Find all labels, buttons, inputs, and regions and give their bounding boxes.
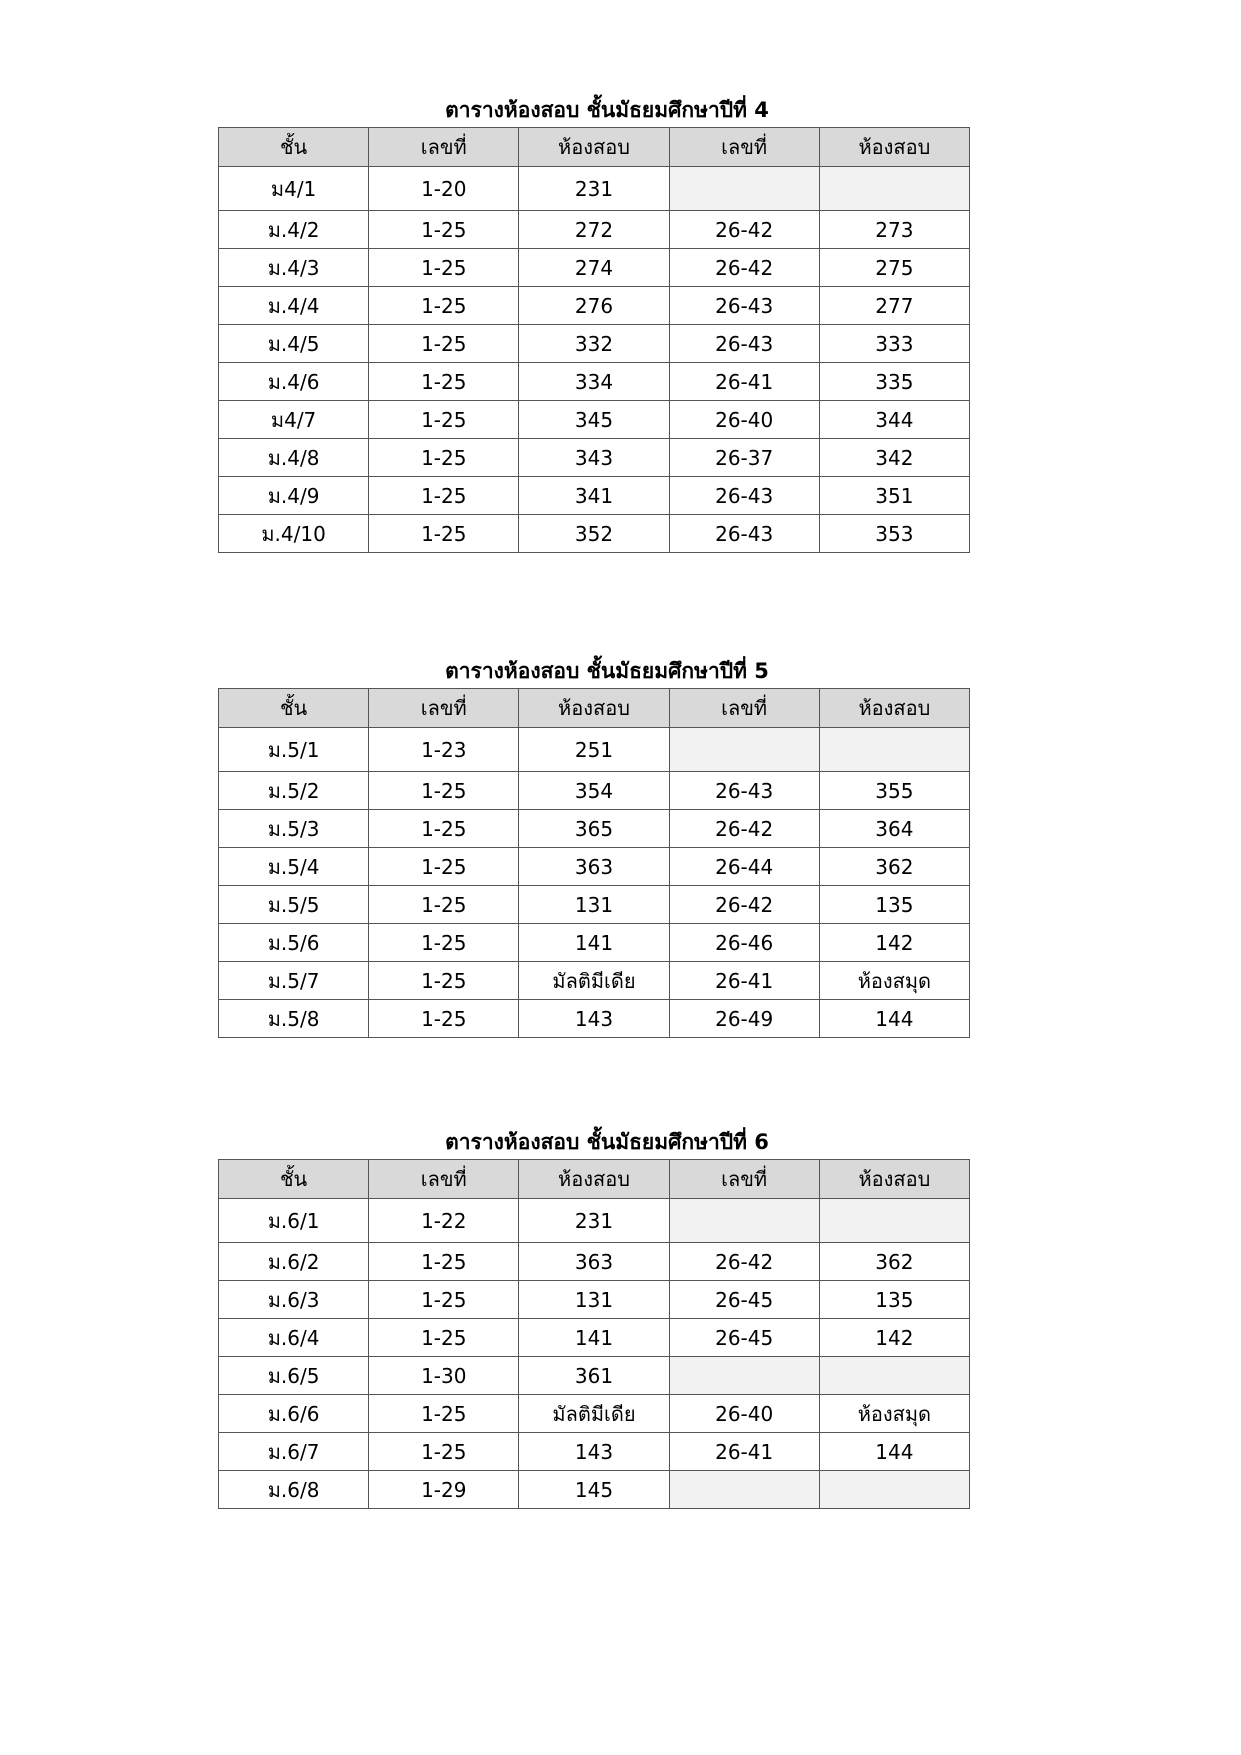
cell-number: 1-25 (369, 363, 519, 401)
cell-room: 345 (519, 401, 669, 439)
cell-room-2: 135 (819, 886, 969, 924)
header-room-2: ห้องสอบ (819, 689, 969, 728)
cell-class: ม.6/6 (219, 1395, 369, 1433)
cell-room-2: 275 (819, 249, 969, 287)
table-row (219, 1319, 970, 1357)
cell-room: 343 (519, 439, 669, 477)
cell-number-2: 26-45 (669, 1281, 819, 1319)
cell-room: 276 (519, 287, 669, 325)
cell-room-2: 273 (819, 211, 969, 249)
cell-room: 363 (519, 848, 669, 886)
cell-number: 1-25 (369, 772, 519, 810)
table-row (219, 1199, 970, 1243)
cell-room-2: 344 (819, 401, 969, 439)
cell-number: 1-25 (369, 810, 519, 848)
cell-number-2 (669, 1199, 819, 1243)
table-row (219, 1395, 970, 1433)
cell-number-2 (669, 167, 819, 211)
table-row (219, 1433, 970, 1471)
cell-number: 1-25 (369, 439, 519, 477)
header-room-2: ห้องสอบ (819, 1160, 969, 1199)
cell-room: 131 (519, 886, 669, 924)
cell-room-2: 144 (819, 1000, 969, 1038)
header-number: เลขที่ (369, 128, 519, 167)
cell-room-2 (819, 167, 969, 211)
header-room: ห้องสอบ (519, 128, 669, 167)
cell-room: 272 (519, 211, 669, 249)
cell-room: 332 (519, 325, 669, 363)
cell-room-2: 355 (819, 772, 969, 810)
cell-class: ม.5/1 (219, 728, 369, 772)
cell-room-2: 353 (819, 515, 969, 553)
table-header-row (219, 1160, 970, 1199)
table-row (219, 325, 970, 363)
cell-class: ม.4/2 (219, 211, 369, 249)
cell-room: 334 (519, 363, 669, 401)
cell-number: 1-20 (369, 167, 519, 211)
table-row (219, 439, 970, 477)
cell-number-2: 26-41 (669, 363, 819, 401)
cell-room-2: 135 (819, 1281, 969, 1319)
exam-room-section-m5 (218, 654, 970, 1038)
cell-room-2: 277 (819, 287, 969, 325)
cell-number-2: 26-40 (669, 401, 819, 439)
cell-class: ม.4/6 (219, 363, 369, 401)
exam-room-table (218, 127, 970, 553)
cell-number-2: 26-44 (669, 848, 819, 886)
cell-number: 1-25 (369, 249, 519, 287)
cell-number: 1-23 (369, 728, 519, 772)
cell-class: ม.5/6 (219, 924, 369, 962)
cell-number-2: 26-43 (669, 477, 819, 515)
cell-room: 274 (519, 249, 669, 287)
cell-room: มัลติมีเดีย (519, 962, 669, 1000)
cell-room: 143 (519, 1000, 669, 1038)
cell-class: ม.5/4 (219, 848, 369, 886)
cell-class: ม.5/7 (219, 962, 369, 1000)
cell-room-2: 335 (819, 363, 969, 401)
header-number-2: เลขที่ (669, 689, 819, 728)
cell-class: ม.5/3 (219, 810, 369, 848)
header-number-2: เลขที่ (669, 1160, 819, 1199)
header-room: ห้องสอบ (519, 1160, 669, 1199)
cell-number: 1-30 (369, 1357, 519, 1395)
cell-number-2: 26-49 (669, 1000, 819, 1038)
cell-number: 1-25 (369, 1395, 519, 1433)
cell-number-2: 26-41 (669, 1433, 819, 1471)
cell-room-2 (819, 1471, 969, 1509)
cell-number-2: 26-43 (669, 515, 819, 553)
header-room: ห้องสอบ (519, 689, 669, 728)
table-body (219, 167, 970, 553)
cell-class: ม.6/5 (219, 1357, 369, 1395)
cell-number-2: 26-43 (669, 772, 819, 810)
cell-class: ม.6/1 (219, 1199, 369, 1243)
cell-room-2: 142 (819, 924, 969, 962)
cell-number: 1-22 (369, 1199, 519, 1243)
cell-number-2: 26-42 (669, 810, 819, 848)
cell-room: 143 (519, 1433, 669, 1471)
cell-room: 231 (519, 1199, 669, 1243)
cell-class: ม.6/2 (219, 1243, 369, 1281)
table-row (219, 249, 970, 287)
cell-class: ม.5/2 (219, 772, 369, 810)
header-room-2: ห้องสอบ (819, 128, 969, 167)
cell-number-2 (669, 1357, 819, 1395)
cell-number-2: 26-42 (669, 249, 819, 287)
cell-class: ม.6/3 (219, 1281, 369, 1319)
table-row (219, 477, 970, 515)
table-row (219, 515, 970, 553)
cell-class: ม.4/4 (219, 287, 369, 325)
cell-number: 1-25 (369, 1433, 519, 1471)
exam-room-section-m4 (218, 93, 970, 553)
cell-class: ม4/7 (219, 401, 369, 439)
cell-number: 1-25 (369, 1243, 519, 1281)
cell-class: ม4/1 (219, 167, 369, 211)
table-row (219, 1000, 970, 1038)
header-class: ชั้น (219, 1160, 369, 1199)
cell-room-2: ห้องสมุด (819, 962, 969, 1000)
cell-room: 363 (519, 1243, 669, 1281)
table-row (219, 1471, 970, 1509)
cell-class: ม.4/3 (219, 249, 369, 287)
cell-room: 354 (519, 772, 669, 810)
cell-number: 1-25 (369, 886, 519, 924)
header-class: ชั้น (219, 128, 369, 167)
cell-room-2 (819, 728, 969, 772)
cell-class: ม.4/8 (219, 439, 369, 477)
cell-number: 1-25 (369, 962, 519, 1000)
cell-number: 1-25 (369, 1000, 519, 1038)
cell-room: 341 (519, 477, 669, 515)
table-row (219, 287, 970, 325)
cell-number: 1-25 (369, 287, 519, 325)
exam-room-table (218, 1159, 970, 1509)
cell-room: 145 (519, 1471, 669, 1509)
cell-class: ม.4/10 (219, 515, 369, 553)
cell-class: ม.6/7 (219, 1433, 369, 1471)
table-row (219, 1357, 970, 1395)
cell-number: 1-25 (369, 325, 519, 363)
table-row (219, 1243, 970, 1281)
header-number-2: เลขที่ (669, 128, 819, 167)
cell-number-2: 26-45 (669, 1319, 819, 1357)
cell-room: 131 (519, 1281, 669, 1319)
table-body (219, 1199, 970, 1509)
cell-room: มัลติมีเดีย (519, 1395, 669, 1433)
cell-number: 1-25 (369, 1281, 519, 1319)
table-row (219, 924, 970, 962)
table-row (219, 848, 970, 886)
cell-number-2: 26-42 (669, 1243, 819, 1281)
cell-number-2 (669, 728, 819, 772)
cell-class: ม.6/8 (219, 1471, 369, 1509)
cell-room: 141 (519, 1319, 669, 1357)
table-row (219, 211, 970, 249)
cell-room-2: 144 (819, 1433, 969, 1471)
cell-room: 231 (519, 167, 669, 211)
exam-room-section-m6 (218, 1125, 970, 1509)
exam-room-table (218, 688, 970, 1038)
cell-room: 365 (519, 810, 669, 848)
table-row (219, 167, 970, 211)
cell-number-2: 26-46 (669, 924, 819, 962)
cell-number-2: 26-43 (669, 325, 819, 363)
cell-class: ม.4/9 (219, 477, 369, 515)
cell-room: 251 (519, 728, 669, 772)
table-body (219, 728, 970, 1038)
cell-number-2: 26-41 (669, 962, 819, 1000)
cell-number-2: 26-43 (669, 287, 819, 325)
table-header-row (219, 128, 970, 167)
cell-class: ม.5/8 (219, 1000, 369, 1038)
cell-class: ม.4/5 (219, 325, 369, 363)
cell-room-2 (819, 1199, 969, 1243)
cell-class: ม.5/5 (219, 886, 369, 924)
cell-number: 1-25 (369, 1319, 519, 1357)
cell-room-2: 364 (819, 810, 969, 848)
header-number: เลขที่ (369, 689, 519, 728)
table-row (219, 728, 970, 772)
table-row (219, 1281, 970, 1319)
cell-class: ม.6/4 (219, 1319, 369, 1357)
cell-room: 352 (519, 515, 669, 553)
section-title: ตารางห้องสอบ ชั้นมัธยมศึกษาปีที่ 6 (445, 1130, 769, 1154)
table-row (219, 401, 970, 439)
cell-room-2: ห้องสมุด (819, 1395, 969, 1433)
table-row (219, 810, 970, 848)
cell-number: 1-25 (369, 211, 519, 249)
table-header-row (219, 689, 970, 728)
cell-number: 1-25 (369, 515, 519, 553)
cell-room-2: 362 (819, 1243, 969, 1281)
cell-number: 1-25 (369, 848, 519, 886)
table-row (219, 962, 970, 1000)
cell-number-2: 26-37 (669, 439, 819, 477)
table-row (219, 772, 970, 810)
header-number: เลขที่ (369, 1160, 519, 1199)
cell-room: 361 (519, 1357, 669, 1395)
table-row (219, 363, 970, 401)
header-class: ชั้น (219, 689, 369, 728)
cell-number-2: 26-40 (669, 1395, 819, 1433)
section-title: ตารางห้องสอบ ชั้นมัธยมศึกษาปีที่ 4 (445, 98, 769, 122)
cell-number-2: 26-42 (669, 211, 819, 249)
cell-room-2: 351 (819, 477, 969, 515)
cell-number-2: 26-42 (669, 886, 819, 924)
cell-room-2: 362 (819, 848, 969, 886)
cell-room-2: 342 (819, 439, 969, 477)
section-title: ตารางห้องสอบ ชั้นมัธยมศึกษาปีที่ 5 (445, 659, 769, 683)
cell-number: 1-29 (369, 1471, 519, 1509)
cell-number: 1-25 (369, 401, 519, 439)
cell-room: 141 (519, 924, 669, 962)
cell-number-2 (669, 1471, 819, 1509)
cell-room-2: 142 (819, 1319, 969, 1357)
cell-number: 1-25 (369, 477, 519, 515)
cell-number: 1-25 (369, 924, 519, 962)
cell-room-2: 333 (819, 325, 969, 363)
cell-room-2 (819, 1357, 969, 1395)
table-row (219, 886, 970, 924)
